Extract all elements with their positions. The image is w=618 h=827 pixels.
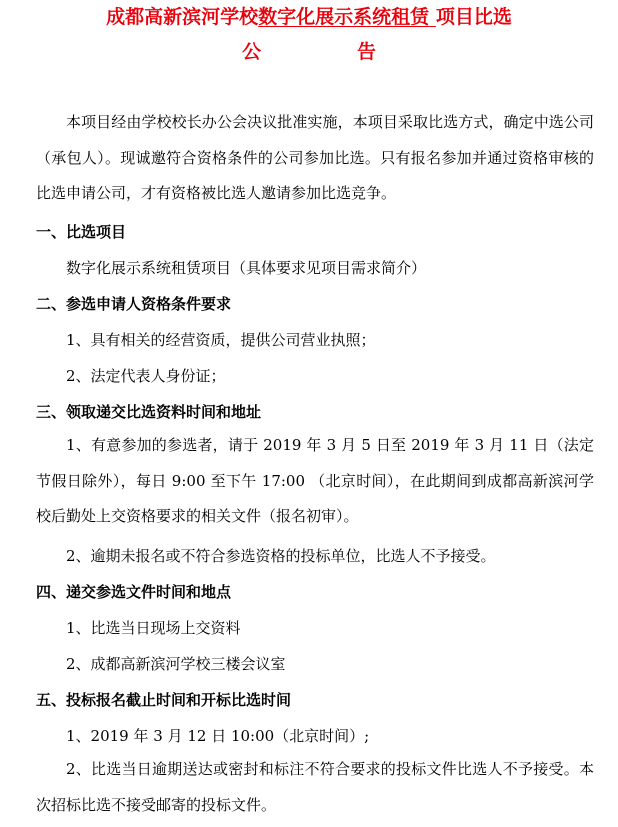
section-3-item-2: 2、逾期未报名或不符合参选资格的投标单位，比选人不予接受。 [66,547,496,565]
section-5-item-1: 1、2019 年 3 月 12 日 10:00（北京时间）; [66,727,370,745]
section-5-item-2: 2、比选当日逾期送达或密封和标注不符合要求的投标文件比选人不予接受。本次招标比选不接受邮寄的投标文件。 [36,760,594,814]
title-project-name: 数字化展示系统租赁 [258,6,430,28]
section-4-item-2: 2、成都高新滨河学校三楼会议室 [66,655,286,673]
section-2-item-1: 1、具有相关的经营资质，提供公司营业执照； [66,331,376,349]
title-prefix: 成都高新滨河学校 [106,6,259,28]
section-heading-1: 一、比选项目 [36,223,127,241]
section-heading-4: 四、递交参选文件时间和地点 [36,583,232,601]
document-title [0,6,618,28]
section-4-item-1: 1、比选当日现场上交资料 [66,619,241,637]
section-2-item-2: 2、法定代表人身份证； [66,367,226,385]
section-3-item-1: 1、有意参加的参选者，请于 2019 年 3 月 5 日至 2019 年 3 月 11 日（法定节假日除外），每日 9:00 至下午 17:00 （北京时间），在此期间到成都高新滨河学校后勤处上交资格要求的相关文件（报名初审）。 [36,436,594,525]
intro-paragraph: 本项目经由学校校长办公会决议批准实施，本项目采取比选方式，确定中选公司（承包人）。现诚邀符合资格条件的公司参加比选。只有报名参加并通过资格审核的比选申请公司，才有资格被比选人邀请参加比选竞争。 [36,113,594,202]
section-heading-3: 三、领取递交比选资料时间和地址 [36,403,262,421]
subtitle-char-1: 公 [241,41,261,63]
document-subtitle [0,41,618,63]
section-1-item-1: 数字化展示系统租赁项目（具体要求见项目需求简介） [66,259,427,277]
subtitle-char-2: 告 [357,41,377,63]
section-heading-5: 五、投标报名截止时间和开标比选时间 [36,691,292,709]
section-heading-2: 二、参选申请人资格条件要求 [36,295,232,313]
title-suffix: 项目比选 [435,6,512,28]
